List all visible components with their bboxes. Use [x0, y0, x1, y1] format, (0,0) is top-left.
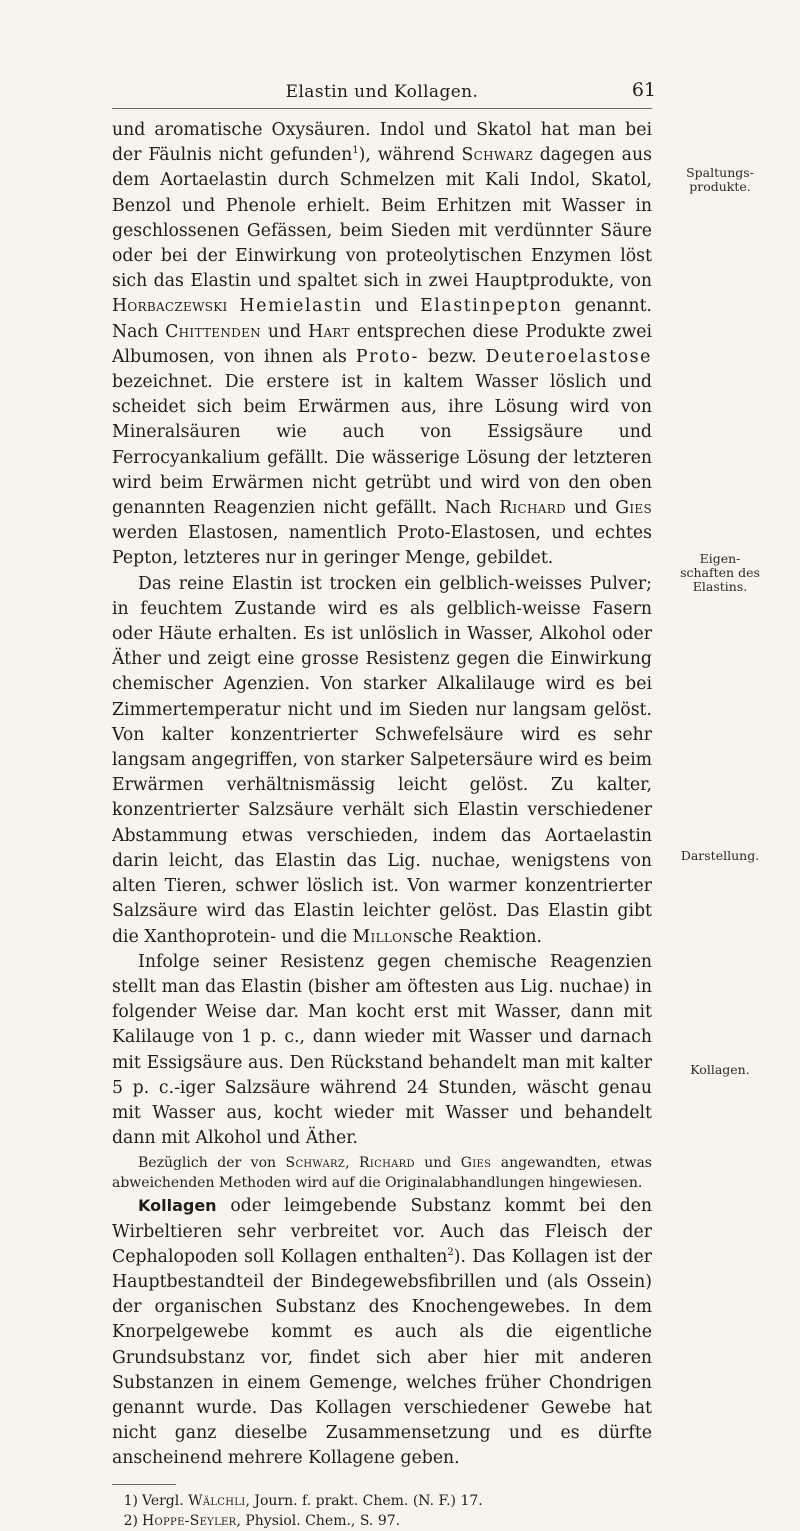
margin-note-kollagen — [660, 1063, 780, 1077]
running-header — [112, 78, 656, 109]
text-run: und — [566, 498, 616, 519]
paragraph-method-note — [112, 1153, 652, 1193]
margin-note-line: Spaltungs- — [686, 165, 754, 180]
author-name: Chittenden — [165, 321, 261, 342]
text-run: genannt. Nach — [112, 296, 653, 342]
author-name: Hoppe-Seyler — [142, 1512, 237, 1529]
text-run: und — [260, 321, 309, 342]
author-name: Richard — [359, 1155, 415, 1172]
text-run: , Journ. f. prakt. Chem. (N. F.) 17. — [245, 1492, 483, 1509]
footnote-1 — [112, 1491, 652, 1511]
margin-note-darstellung — [660, 849, 780, 863]
text-run: und — [414, 1155, 461, 1172]
margin-note-spaltungsprodukte — [660, 166, 780, 194]
text-run: und aromatische Oxysäuren. Indol und Skatol hat man bei der Fäulnis nicht gefunden — [112, 120, 652, 166]
footnote-mark: 2) — [123, 1512, 138, 1529]
paragraph-kollagen — [112, 1193, 652, 1471]
margin-note-eigenschaften — [660, 552, 780, 594]
author-name: Richard — [499, 498, 567, 519]
paragraph-preparation: Infolge seiner Resistenz gegen chemische Reagenzien stellt man das Elastin (bisher am öftesten aus Lig. nuchae) in folgender Weise dar. Man kocht erst mit Wasser, dann mit Kalilauge von 1 p. c., dann wieder mit Wasser und darnach mit Essigsäure aus. Den Rückstand behandelt man mit kalter 5 p. c.-iger Salzsäure während 24 Stunden, wäscht genau mit Wasser aus, kocht wieder mit Wasser und behandelt dann mit Alkohol und Äther. — [112, 951, 652, 1149]
author-name: Wälchli — [188, 1492, 246, 1509]
author-name: Schwarz — [461, 145, 533, 166]
footnote-2 — [112, 1511, 652, 1531]
author-name: Gies — [615, 498, 653, 519]
author-name: Schwarz — [285, 1155, 346, 1172]
margin-note-line: Elastins. — [692, 579, 748, 594]
margin-note-line: Eigen- — [699, 551, 741, 566]
text-run: Das reine Elastin ist trocken ein gelblich-weisses Pulver; in feuchtem Zustande wird es als gelblich-weisse Fasern oder Häute erhalten. Es ist unlöslich in Wasser, Alkohol oder Äther und zeigt eine grosse Resistenz gegen die Einwirkung chemischer Agenzien. Von starker Alkalilauge wird es bei Zimmertemperatur nicht und im Sieden nur langsam gelöst. Von kalter konzentrierter Schwefelsäure wird es sehr langsam angegriffen, von starker Salpetersäure wird es beim Erwärmen verhältnismässig leicht gelöst. Zu kalter, konzentrierter Salzsäure verhält sich Elastin verschiedener Abstammung etwas verschieden, indem das Aortaelastin darin leicht, das Elastin das Lig. nuchae, wenigstens von alten Tieren, schwer löslich ist. Von warmer konzentrierter Salzsäure wird das Elastin leichter gelöst. Das Elastin gibt die Xanthoprotein- und die — [112, 573, 652, 947]
text-run: , Physiol. Chem., S. 97. — [236, 1512, 401, 1529]
text-run — [228, 296, 240, 316]
page-number: 61 — [631, 79, 656, 101]
footnote-rule — [112, 1484, 176, 1485]
paragraph-decomposition: und aromatische Oxysäuren. Indol und Skatol hat man bei der Fäulnis nicht gefunden$^1$), während Schwarz dagegen aus dem Aortaelastin durch Schmelzen mit Kali Indol, Skatol, Benzol und Phenole erhielt. Beim Erhitzen mit Wasser in geschlossenen Gefässen, beim Sieden mit verdünnter Säure oder bei der Einwirkung von proteolytischen Enzymen löst sich das Elastin und spaltet sich in zwei Hauptprodukte, von Horbaczewski Hemielastin und Elastinpepton genannt. Nach Chittenden und Hart entsprechen diese Produkte zwei Albumosen, von ihnen als Proto- bezw. Deuteroelastose bezeichnet. Die erstere ist in kaltem Wasser löslich und scheidet sich beim Erwärmen aus, ihre Lösung wird von Mineralsäuren wie auch von Essigsäure und Ferrocyankalium gefällt. Die wässerige Lösung der letzteren wird beim Erwärmen nicht getrübt und wird von den oben genannten Reagenzien nicht gefällt. Nach Richard und Gies werden Elastosen, namentlich Proto-Elastosen, und echtes Pepton, letzteres nur in geringer Menge, gebildet. — [112, 120, 653, 569]
text-run: dagegen aus dem Aortaelastin durch Schmelzen mit Kali Indol, Skatol, Benzol und Phenole erhielt. Beim Erhitzen mit Wasser in geschlossenen Gefässen, beim Sieden mit verdünnter Säure oder bei der Einwirkung von proteolytischen Enzymen löst sich das Elastin und spaltet sich in zwei Hauptprodukte, von — [112, 145, 652, 292]
section-keyword: Kollagen — [138, 1196, 217, 1216]
text-run: ). Das Kollagen ist der Hauptbestandteil der Bindegewebsfibrillen und (als Ossein) der organischen Substanz des Knochengewebes. In dem Knorpelgewebe kommt es auch als die eigentliche Grundsubstanz vor, findet sich aber hier mit anderen Substanzen in einem Gemenge, welches früher Chondrigen genannt wurde. Das Kollagen verschiedener Gewebe hat nicht ganz dieselbe Zusammensetzung und es dürfte anscheinend mehrere Kollagene geben. — [112, 1246, 652, 1469]
term-spaced: Proto- — [355, 346, 419, 367]
margin-note-line: Kollagen. — [690, 1062, 750, 1077]
text-run: werden Elastosen, namentlich Proto-Elastosen, und echtes Pepton, letzteres nur in geringer Menge, gebildet. — [112, 523, 652, 569]
footnote-ref-2: 2 — [447, 1246, 454, 1258]
body-text — [112, 118, 652, 1531]
paragraph-properties — [112, 572, 652, 950]
text-run: bezw. — [418, 346, 486, 367]
author-name: Millon — [352, 926, 414, 947]
text-run: Vergl. — [142, 1492, 189, 1509]
footnote-mark: 1) — [123, 1492, 138, 1509]
text-run: und — [362, 296, 421, 317]
running-title: Elastin und Kollagen. — [285, 82, 479, 102]
text-run: oder leimgebende Substanz kommt bei den Wirbeltieren sehr verbreitet vor. Auch das Fleisch der Cephalopoden soll Kollagen enthalten — [112, 1196, 652, 1267]
margin-note-line: Darstellung. — [680, 848, 760, 863]
text-run: bezeichnet. Die erstere ist in kaltem Wasser löslich und scheidet sich beim Erwärmen aus, ihre Lösung wird von Mineralsäuren wie auch von Essigsäure und Ferrocyankalium gefällt. Die wässerige Lösung der letzteren wird beim Erwärmen nicht getrübt und wird von den oben genannten Reagenzien nicht gefällt. Nach — [112, 372, 652, 519]
text-run: entsprechen diese Produkte zwei Albumosen, von ihnen als — [112, 321, 652, 367]
author-name: Gies — [460, 1155, 492, 1172]
author-name: Hart — [308, 321, 350, 342]
text-run: , während — [365, 145, 462, 166]
author-name: Horbaczewski — [112, 296, 228, 317]
term-spaced: Deuteroelastose — [485, 346, 652, 367]
margin-note-line: schaften des — [680, 565, 760, 580]
footnote-ref-1: 1 — [352, 145, 359, 157]
term-spaced: Hemielastin — [239, 296, 363, 317]
text-run: Bezüglich der von — [138, 1155, 286, 1172]
text-run: , — [345, 1155, 360, 1172]
text-run: angewandten, etwas abweichenden Methoden wird auf die Originalabhandlungen hingewiesen. — [112, 1155, 652, 1192]
term-spaced: Elastinpepton — [420, 296, 563, 317]
text-run: sche Reaktion. — [413, 926, 542, 947]
margin-note-line: produkte. — [689, 179, 751, 194]
